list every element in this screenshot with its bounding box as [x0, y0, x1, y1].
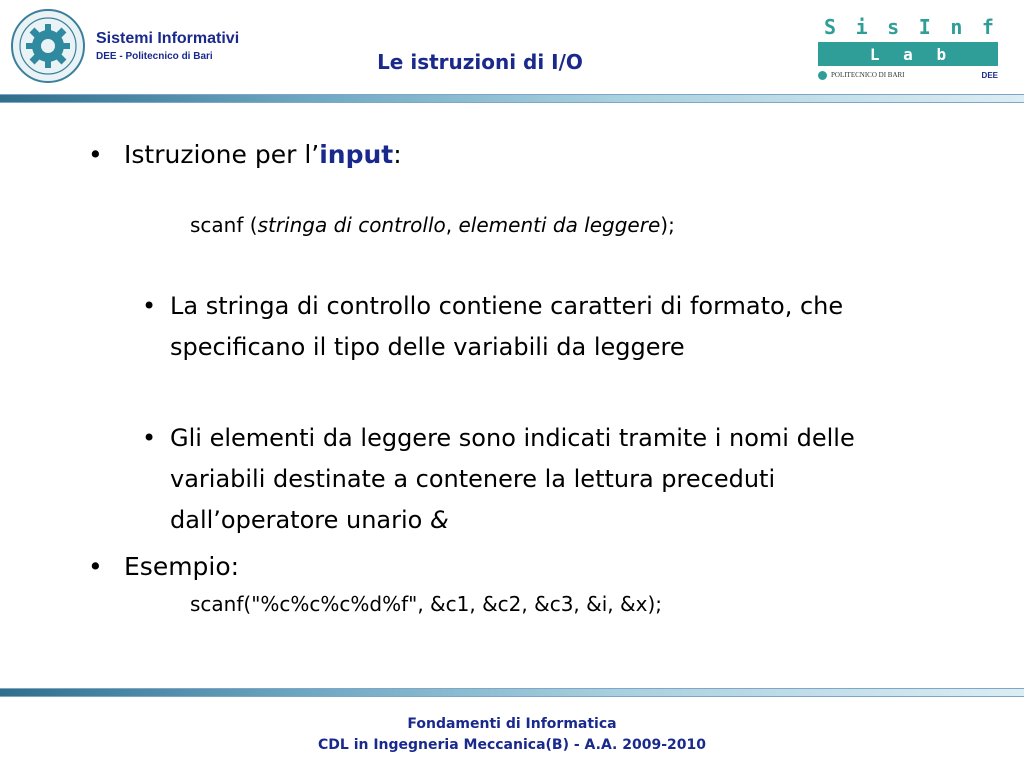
- code-part: scanf (: [190, 213, 258, 237]
- bullet-dot: •: [88, 552, 103, 581]
- code-italic: stringa di controllo: [257, 213, 446, 237]
- code-part: );: [660, 213, 675, 237]
- logo-foot-left: POLITECNICO DI BARI: [831, 71, 905, 79]
- bullet-dot: •: [142, 424, 157, 452]
- sisinf-logo-footer: [818, 68, 998, 82]
- sisinf-logo-top: [818, 14, 1000, 40]
- footer-course: Fondamenti di Informatica: [407, 716, 617, 732]
- logo-letter: s: [887, 15, 900, 39]
- brand-name: Sistemi Informativi: [96, 30, 240, 47]
- logo-letter: S: [824, 15, 837, 39]
- sisinf-logo-lab-bar: [818, 42, 998, 66]
- slide-title: Le istruzioni di I/O: [377, 50, 583, 74]
- sub-bullet-text: Gli elementi da leggere sono indicati tramite i nomi delle variabili destinate a contenere la lettura preceduti dall’operatore unario: [170, 424, 855, 534]
- logo-letter: L: [869, 44, 880, 64]
- sub-bullet-control-string: [142, 286, 872, 368]
- logo-letter: i: [855, 15, 868, 39]
- logo-letter: a: [903, 44, 913, 64]
- bullet-example: [88, 552, 239, 581]
- bullet-input: [88, 140, 402, 169]
- logo-letter: n: [950, 15, 963, 39]
- scanf-syntax: [190, 213, 675, 237]
- ampersand-symbol: &: [429, 506, 449, 534]
- keyword-input: input: [319, 140, 394, 169]
- footer-degree: CDL in Ingegneria Meccanica(B) - A.A. 2009-2010: [318, 737, 706, 753]
- logo-letter: f: [981, 15, 994, 39]
- scanf-example: scanf("%c%c%c%d%f", &c1, &c2, &c3, &i, &x);: [190, 592, 662, 616]
- logo-letter: I: [918, 15, 931, 39]
- sub-bullet-elements: [142, 418, 872, 541]
- politecnico-seal-icon: [10, 8, 86, 84]
- gear-icon: [818, 71, 827, 80]
- logo-letter: b: [936, 44, 947, 64]
- bullet-suffix: :: [393, 140, 402, 169]
- footer-divider: [0, 688, 1024, 697]
- code-italic: elementi da leggere: [458, 213, 661, 237]
- sub-bullet-text: La stringa di controllo contiene caratteri di formato, che specificano il tipo delle variabili da leggere: [170, 292, 844, 361]
- bullet-dot: •: [88, 140, 103, 169]
- bullet-text: Istruzione per l’: [124, 140, 320, 169]
- bullet-dot: •: [142, 292, 157, 320]
- code-part: ,: [445, 213, 459, 237]
- bullet-text: Esempio:: [124, 552, 240, 581]
- brand-subtitle: DEE - Politecnico di Bari: [96, 51, 213, 62]
- logo-foot-right: DEE: [981, 70, 998, 80]
- header-divider: [0, 94, 1024, 103]
